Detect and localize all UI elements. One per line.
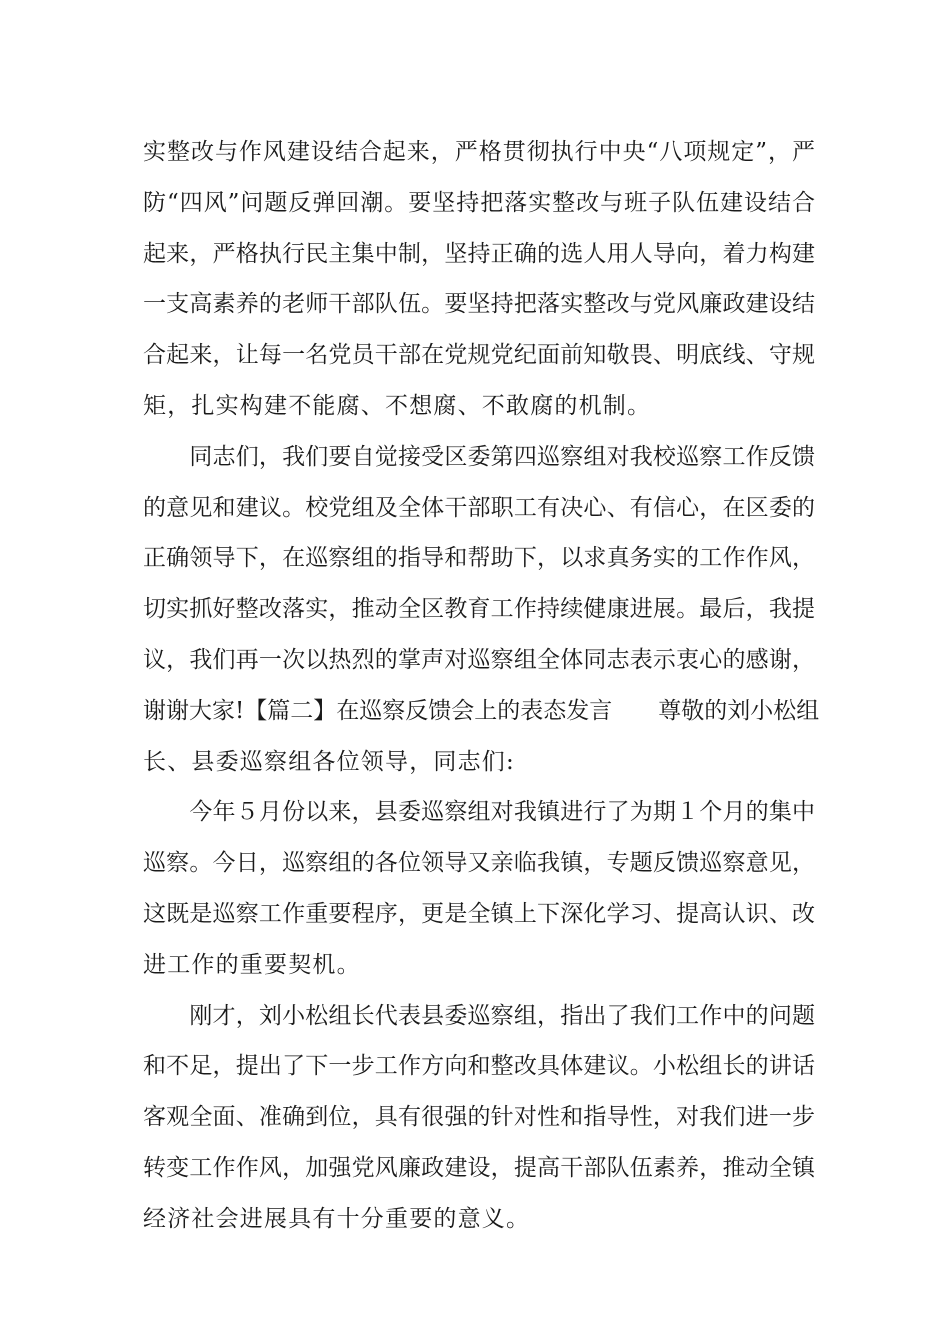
text-line: 和不足，提出了下一步工作方向和整改具体建议。小松组长的讲话 xyxy=(143,1053,815,1080)
text-line: 客观全面、准确到位，具有很强的针对性和指导性，对我们进一步 xyxy=(143,1104,815,1131)
text-line: 议，我们再一次以热烈的掌声对巡察组全体同志表示衷心的感谢， xyxy=(143,646,815,673)
text-line: 这既是巡察工作重要程序，更是全镇上下深化学习、提高认识、改 xyxy=(143,900,815,927)
text-line: 合起来，让每一名党员干部在党规党纪面前知敬畏、明底线、守规 xyxy=(143,342,815,369)
text-line: 实整改与作风建设结合起来，严格贯彻执行中央“八项规定”，严 xyxy=(143,139,815,165)
text-line: 起来，严格执行民主集中制，坚持正确的选人用人导向，着力构建 xyxy=(143,240,815,267)
text-line: 的意见和建议。校党组及全体干部职工有决心、有信心，在区委的 xyxy=(143,494,815,521)
text-line: 同志们，我们要自觉接受区委第四巡察组对我校巡察工作反馈 xyxy=(143,443,815,470)
text-line: 进工作的重要契机。 xyxy=(143,951,361,978)
text-line: 长、县委巡察组各位领导，同志们: xyxy=(143,748,515,775)
text-line: 今年５月份以来，县委巡察组对我镇进行了为期１个月的集中 xyxy=(143,799,815,826)
text-line: 一支高素养的老师干部队伍。要坚持把落实整改与党风廉政建设结 xyxy=(143,291,815,318)
text-line: 刚才，刘小松组长代表县委巡察组，指出了我们工作中的问题 xyxy=(143,1002,815,1029)
text-line: 正确领导下，在巡察组的指导和帮助下，以求真务实的工作作风， xyxy=(143,545,815,572)
text-line: 切实抓好整改落实，推动全区教育工作持续健康进展。最后，我提 xyxy=(143,596,815,623)
text-line: 谢谢大家!【篇二】在巡察反馈会上的表态发言 尊敬的刘小松组 xyxy=(143,697,820,724)
document-body xyxy=(143,127,820,1245)
text-line: 转变工作作风，加强党风廉政建设，提高干部队伍素养，推动全镇 xyxy=(143,1154,815,1181)
text-line: 巡察。今日，巡察组的各位领导又亲临我镇，专题反馈巡察意见， xyxy=(143,850,815,877)
text-line: 矩，扎实构建不能腐、不想腐、不敢腐的机制。 xyxy=(143,392,652,419)
text-line: 经济社会进展具有十分重要的意义。 xyxy=(143,1205,531,1232)
text-line: 防“四风”问题反弹回潮。要坚持把落实整改与班子队伍建设结合 xyxy=(143,189,815,216)
